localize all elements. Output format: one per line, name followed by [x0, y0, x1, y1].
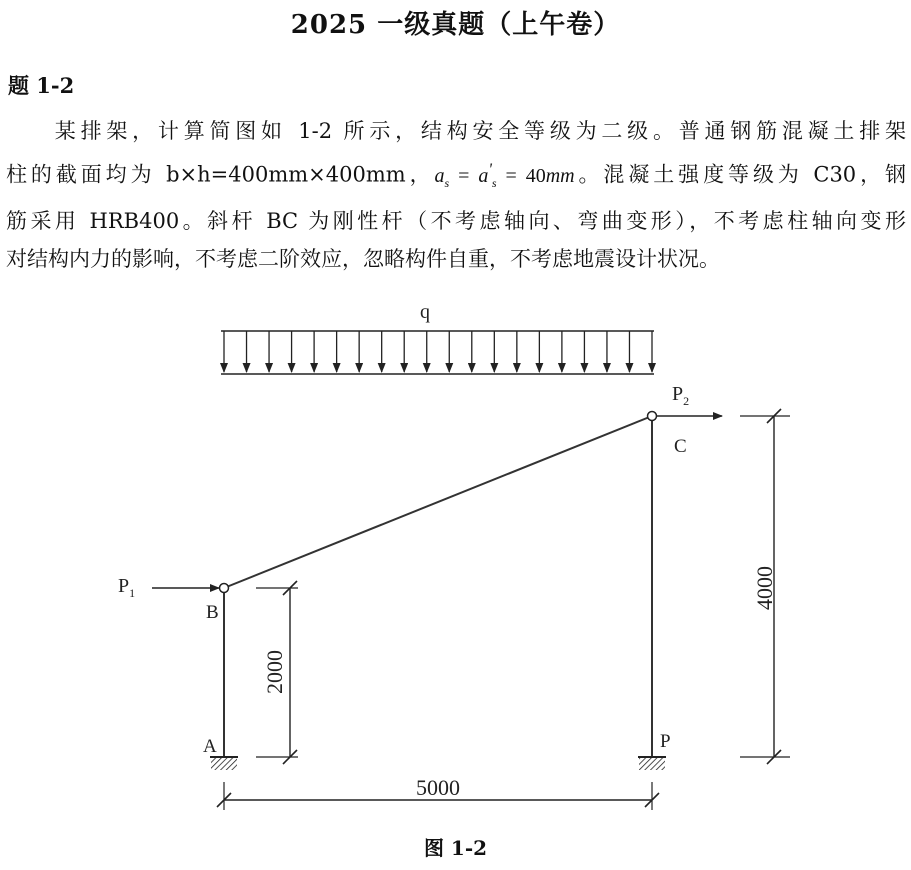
page-title: 2025 一级真题（上午卷）	[290, 10, 621, 40]
fixed-support-a	[210, 757, 238, 770]
distributed-load	[221, 331, 654, 374]
dim-2000-label: 2000	[262, 650, 287, 694]
question-id: 题 1-2	[8, 73, 75, 98]
dim-4000-label: 4000	[752, 566, 777, 610]
node-a-label: A	[203, 736, 217, 757]
fixed-support-p	[638, 757, 666, 770]
question-line-1: 某排架，计算简图如 1-2 所示，结构安全等级为二级。普通钢筋混凝土排架	[50, 119, 906, 143]
load-q-label: q	[420, 301, 430, 323]
question-line-3: 筋采用 HRB400。斜杆 BC 为刚性杆（不考虑轴向、弯曲变形），不考虑柱轴向变形	[6, 208, 906, 233]
rigid-bar-bc	[224, 416, 652, 588]
load-p2-label: $P_2$	[672, 383, 690, 408]
hinge-b	[220, 584, 229, 593]
load-p1-label: $P_1$	[118, 575, 136, 600]
question-line-4: 对结构内力的影响，不考虑二阶效应，忽略构件自重，不考虑地震设计状况。	[6, 246, 720, 271]
node-c-label: C	[674, 436, 687, 457]
node-p-label: P	[660, 731, 671, 752]
hinge-c	[648, 412, 657, 421]
node-b-label: B	[206, 602, 219, 623]
cover-formula: $a_s = a'_s = 40mm$	[434, 159, 575, 190]
figure-caption: 图 1-2	[423, 836, 488, 860]
dim-5000-label: 5000	[416, 775, 460, 800]
question-line-2: 柱的截面均为 b×h=400mm×400mm，$a_s = a'_s = 40mm$。混凝土强度等级为 C30，钢	[6, 159, 907, 190]
